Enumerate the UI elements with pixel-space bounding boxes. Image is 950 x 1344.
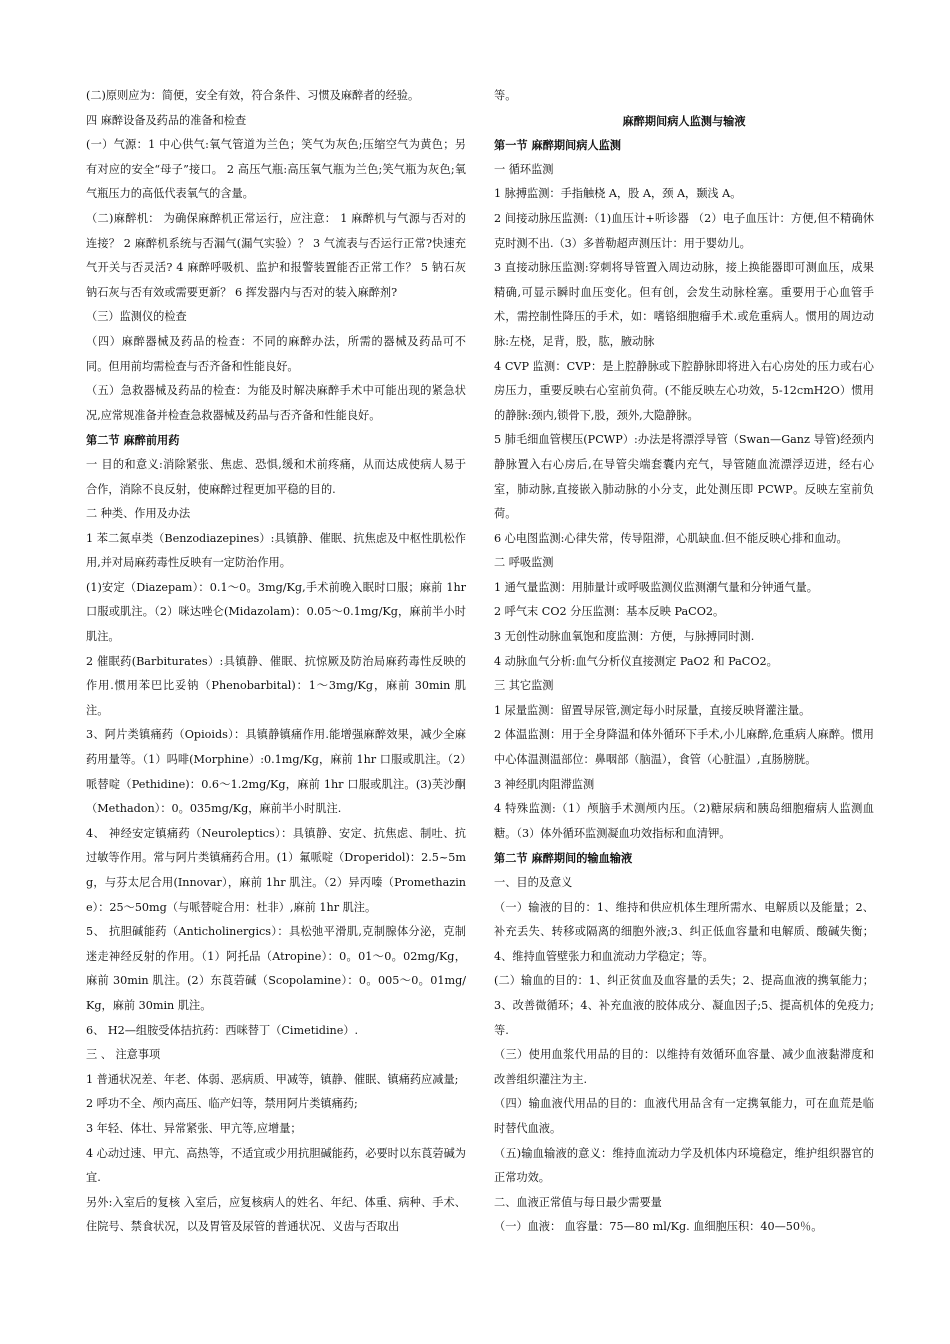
paragraph: 三 其它监测 bbox=[494, 679, 554, 693]
section-heading: 第二节 麻醉期间的输血输液 bbox=[494, 851, 633, 866]
paragraph: 二 种类、作用及办法 bbox=[86, 507, 191, 521]
left-text-column bbox=[86, 84, 466, 1240]
paragraph: 四 麻醉设备及药品的准备和检查 bbox=[86, 113, 247, 127]
paragraph: 3 神经肌肉阻滞监测 bbox=[494, 777, 595, 791]
paragraph: 1 尿量监测：留置导尿管,测定每小时尿量，直接反映肾灌注量。 bbox=[494, 703, 811, 717]
paragraph: 二、血液正常值与每日最少需要量 bbox=[494, 1195, 662, 1209]
paragraph: 一 目的和意义:消除紧张、焦虑、恐惧,缓和术前疼痛，从而达成使病人易于合作，消除不良反射，使麻醉过程更加平稳的目的. bbox=[86, 457, 466, 496]
paragraph: (二）输血的目的：1、纠正贫血及血容量的丢失；2、提高血液的携氧能力；3、改善微循环；4、补充血液的胶体成分、凝血因子;5、提高机体的免疫力;等. bbox=[494, 974, 874, 1037]
paragraph: 三 、 注意事项 bbox=[86, 1048, 161, 1062]
paragraph: 一、目的及意义 bbox=[494, 876, 573, 889]
paragraph: 3 直接动脉压监测:穿刺将导管置入周边动脉，接上换能器即可测血压，成果精确,可显示瞬时血压变化。但有创，会发生动脉栓塞。重要用于心血管手术，需控制性降压的手术，如：嗜铬细胞瘤手术.或危重病人。惯用的周边动脉:左桡，足背，股，肱，腋动脉 bbox=[494, 261, 874, 348]
section-heading: 麻醉期间病人监测与输液 bbox=[622, 113, 746, 128]
paragraph: 等。 bbox=[494, 89, 517, 102]
paragraph: 另外:入室后的复核 入室后，应复核病人的姓名、年纪、体重、病种、手术、住院号、禁食状况，以及胃管及尿管的普通状况、义齿与否取出 bbox=[86, 1195, 466, 1234]
paragraph: 1 苯二氮卓类（Benzodiazepines）:具镇静、催眠、抗焦虑及中枢性肌松作用,并对局麻药毒性反映有一定防治作用。 bbox=[86, 531, 466, 570]
paragraph: （五）急救器械及药品的检查：为能及时解决麻醉手术中可能出现的紧急状况,应常规准备并检查急救器械及药品与否齐备和性能良好。 bbox=[86, 384, 466, 422]
right-text-column bbox=[494, 84, 874, 1240]
paragraph: 5、 抗胆碱能药（Anticholinergics）：具松弛平滑肌,克制腺体分泌，克制迷走神经反射的作用。（1）阿托品（Atropine）：0。01～0。02mg/Kg，麻前 30min 肌注。(2）东莨菪碱（Scopolamine）：0。005～0。01mg/Kg，麻前 30min 肌注。 bbox=[86, 925, 466, 1012]
paragraph: (二)原则应为：简便，安全有效，符合条件、习惯及麻醉者的经验。 bbox=[86, 89, 420, 102]
paragraph: 6 心电图监测:心律失常，传导阻滞，心肌缺血.但不能反映心排和血动。 bbox=[494, 531, 848, 545]
paragraph: 4 特殊监测:（1）颅脑手术测颅内压。（2)糖尿病和胰岛细胞瘤病人监测血糖。（3）体外循环监测凝血功效指标和血清钾。 bbox=[494, 802, 874, 840]
paragraph: （一）输液的目的：1、维持和供应机体生理所需水、电解质以及能量；2、补充丢失、转移或隔离的细胞外液;3、纠正低血容量和电解质、酸碱失衡；4、维持血管壁张力和血流动力学稳定；等。 bbox=[494, 900, 874, 963]
paragraph: 2 催眠药(Barbiturates）:具镇静、催眠、抗惊厥及防治局麻药毒性反映的作用.惯用苯巴比妥钠（Phenobarbital)：1～3mg/Kg，麻前 30min 肌注。 bbox=[86, 654, 466, 717]
paragraph: 1 普通状况差、年老、体弱、恶病质、甲减等，镇静、催眠、镇痛药应减量; bbox=[86, 1072, 459, 1086]
paragraph: 二 呼吸监测 bbox=[494, 556, 554, 570]
paragraph: 5 肺毛细血管楔压(PCWP）:办法是将漂浮导管（Swan—Ganz 导管)经颈内静脉置入右心房后,在导管尖端套囊内充气，导管随血流漂浮迈进，经右心室，肺动脉,直接嵌入肺动脉的小分支，此处测压即 PCWP。反映左室前负荷。 bbox=[494, 433, 874, 521]
paragraph: （二)麻醉机： 为确保麻醉机正常运行，应注意： 1 麻醉机与气源与否对的连接？ 2 麻醉机系统与否漏气(漏气实验）？ 3 气流表与否运行正常?快速充气开关与否灵活? 4 麻醉呼吸机、监护和报警装置能否正常工作？ 5 钠石灰钠石灰与否有效或需要更新？ 6 挥发器内与否对的装入麻醉剂? bbox=[86, 211, 466, 299]
paragraph: 3 年轻、体壮、异常紧张、甲亢等,应增量； bbox=[86, 1121, 302, 1135]
paragraph: 1 脉搏监测：手指触桡 A，股 A，颈 A，颞浅 A。 bbox=[494, 187, 742, 201]
paragraph: 2 呼功不全、颅内高压、临产妇等，禁用阿片类镇痛药; bbox=[86, 1097, 358, 1111]
paragraph: (1)安定（Diazepam）：0.1～0。3mg/Kg,手术前晚入眠时口服；麻前 1hr 口服或肌注。（2）咪达唑仑(Midazolam)：0.05～0.1mg/Kg，麻前半小时肌注。 bbox=[86, 580, 466, 644]
paragraph: 4 动脉血气分析:血气分析仪直接测定 PaO2 和 PaCO2。 bbox=[494, 654, 778, 668]
paragraph: 4 CVP 监测：CVP：是上腔静脉或下腔静脉即将进入右心房处的压力或右心房压力，重要反映右心室前负荷。(不能反映左心功效，5-12cmH2O）惯用的静脉:颈内,锁骨下,股，颈外,大隐静脉。 bbox=[494, 359, 874, 422]
paragraph: （四）输血液代用品的目的：血液代用品含有一定携氧能力，可在血荒是临时替代血液。 bbox=[494, 1097, 874, 1135]
paragraph: 3、阿片类镇痛药（Opioids）：具镇静镇痛作用.能增强麻醉效果，减少全麻药用量等。（1）吗啡(Morphine）:0.1mg/Kg，麻前 1hr 口服或肌注。（2）哌替啶（Pethidine)：0.6～1.2mg/Kg，麻前 1hr 口服或肌注。(3)芙沙酮（Methadon）：0。035mg/Kg，麻前半小时肌注. bbox=[86, 728, 466, 816]
paragraph: (一）气源：1 中心供气:氧气管道为兰色；笑气为灰色;压缩空气为黄色；另有对应的安全“母子”接口。 2 高压气瓶:高压氧气瓶为兰色;笑气瓶为灰色;氧气瓶压力的高低代表氧气的含量。 bbox=[86, 138, 466, 201]
paragraph: 1 通气量监测：用肺量计或呼吸监测仪监测潮气量和分钟通气量。 bbox=[494, 580, 818, 594]
paragraph: 一 循环监测 bbox=[494, 162, 554, 176]
paragraph: 2 体温监测：用于全身降温和体外循环下手术,小儿麻醉,危重病人麻醉。惯用中心体温测温部位：鼻咽部（脑温），食管（心脏温）,直肠膀胱。 bbox=[494, 728, 874, 767]
paragraph: 4 心动过速、甲亢、高热等，不适宜或少用抗胆碱能药，必要时以东莨菪碱为宜. bbox=[86, 1146, 466, 1185]
paragraph: （一）血液： 血容量：75—80 ml/Kg. 血细胞压积：40—50％。 bbox=[494, 1220, 823, 1234]
section-heading: 第一节 麻醉期间病人监测 bbox=[494, 138, 621, 153]
paragraph: 2 呼气末 CO2 分压监测：基本反映 PaCO2。 bbox=[494, 605, 725, 619]
paragraph: （三）使用血浆代用品的目的：以维持有效循环血容量、减少血液黏滞度和改善组织灌注为主. bbox=[494, 1048, 874, 1086]
paragraph: 4、 神经安定镇痛药（Neuroleptics）：具镇静、安定、抗焦虑、制吐、抗过敏等作用。常与阿片类镇痛药合用。(1）氟哌啶（Droperidol)：2.5~5mg，与芬太尼合用(Innovar），麻前 1hr 肌注。（2）异丙嗪（Promethazine）：25～50mg（与哌替啶合用：杜非）,麻前 1hr 肌注。 bbox=[86, 826, 466, 914]
paragraph: （四）麻醉器械及药品的检查：不同的麻醉办法，所需的器械及药品可不同。但用前均需检查与否齐备和性能良好。 bbox=[86, 334, 466, 373]
paragraph: 6、 H2—组胺受体拮抗药：西咪替丁（Cimetidine）. bbox=[86, 1023, 359, 1037]
paragraph: （三）监测仪的检查 bbox=[86, 310, 187, 324]
paragraph: 2 间接动脉压监测:（1)血压计+听诊器 （2）电子血压计：方便,但不精确休克时测不出.（3）多普勒超声测压计：用于婴幼儿。 bbox=[494, 211, 874, 250]
section-heading: 第二节 麻醉前用药 bbox=[86, 433, 180, 448]
paragraph: （五)输血输液的意义：维持血流动力学及机体内环境稳定，维护组织器官的正常功效。 bbox=[494, 1146, 874, 1185]
paragraph: 3 无创性动脉血氧饱和度监测：方便，与脉搏同时测. bbox=[494, 630, 755, 644]
